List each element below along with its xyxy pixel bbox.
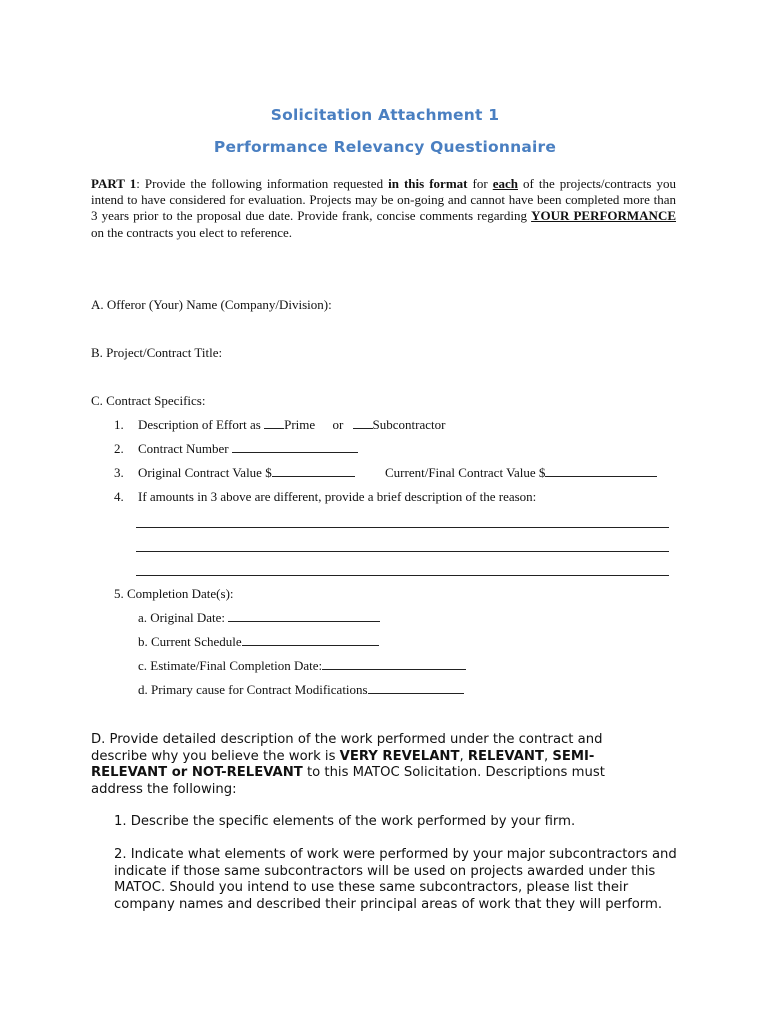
part1-instructions <box>91 176 676 241</box>
part1-your-performance: YOUR PERFORMANCE <box>531 208 677 224</box>
item5-label: 5. Completion Date(s): <box>114 586 234 601</box>
subcontractor-blank[interactable] <box>353 417 373 429</box>
section-d-text-a: D. Provide detailed description of the work performed under the contract and describe why you believe the work is <box>91 732 603 764</box>
section-d-point-2: 2. Indicate what elements of work were performed by your major subcontractors and indicate if those same subcontractors will be used on projects awarded under this MATOC. Should you intend to use these same subcontractors, please list their company names and described their principal areas of work that they will perform. <box>114 847 677 912</box>
semi-not-relevant-label: SEMI-RELEVANT or NOT-RELEVANT <box>91 748 595 781</box>
part1-each: each <box>492 176 518 191</box>
separator: , <box>459 748 468 764</box>
original-value-field[interactable] <box>272 465 355 477</box>
reason-line-3[interactable] <box>136 575 669 576</box>
part1-text-c: of the projects/contracts you intend to have considered for evaluation. Projects may be on-going and cannot have been completed more than 3 years prior to the proposal due date. Provide frank, concise comments regarding <box>91 176 676 224</box>
item4-number: 4. <box>114 489 124 504</box>
item2-row <box>138 441 358 457</box>
completion-date-field[interactable] <box>322 658 466 670</box>
part1-text-b: for <box>467 176 493 191</box>
original-date-field[interactable] <box>228 610 380 622</box>
item5d-label: d. Primary cause for Contract Modifications <box>138 682 368 697</box>
current-value-field[interactable] <box>545 465 657 477</box>
item1-prime: Prime <box>284 417 316 432</box>
current-schedule-field[interactable] <box>242 634 379 646</box>
item1-label: Description of Effort as <box>138 417 261 432</box>
item2-number: 2. <box>114 441 124 456</box>
reason-line-2[interactable] <box>136 551 669 552</box>
item5c-label: c. Estimate/Final Completion Date: <box>138 658 323 673</box>
item5a-label: a. Original Date: <box>138 610 225 625</box>
item1-number: 1. <box>114 417 124 432</box>
section-d-text-b: to this MATOC Solicitation. Descriptions must address the following: <box>91 765 605 797</box>
item2-label: Contract Number <box>138 441 229 456</box>
reason-line-1[interactable] <box>136 527 669 528</box>
section-b-project-title: B. Project/Contract Title: <box>91 345 223 360</box>
item1-or: or <box>332 417 344 432</box>
item5c-row <box>138 658 466 674</box>
item5b-label: b. Current Schedule <box>138 634 242 649</box>
item5d-row <box>138 682 464 698</box>
part1-text-d: on the contracts you elect to reference. <box>91 224 293 240</box>
item1-subcontractor: Subcontractor <box>372 417 446 432</box>
item3-label: Original Contract Value $ <box>138 465 272 480</box>
section-c-heading: C. Contract Specifics: <box>91 393 206 408</box>
item5a-row <box>138 610 380 626</box>
part1-bold-format: in this format <box>388 176 468 191</box>
item1-row <box>138 417 445 433</box>
very-relevant-label: VERY REVELANT <box>339 748 460 764</box>
separator: , <box>543 748 553 764</box>
item3-current-label: Current/Final Contract Value $ <box>385 465 546 480</box>
relevant-label: RELEVANT <box>467 748 544 764</box>
part1-text-a: : Provide the following information requested <box>136 176 389 191</box>
document-title: Solicitation Attachment 1 <box>270 106 500 124</box>
modification-cause-field[interactable] <box>368 682 464 694</box>
section-a-offeror-name: A. Offeror (Your) Name (Company/Division): <box>91 297 332 312</box>
section-d-point-1: 1. Describe the specific elements of the work performed by your firm. <box>114 814 576 829</box>
item3-original-row <box>138 465 355 481</box>
document-subtitle: Performance Relevancy Questionnaire <box>213 138 557 156</box>
contract-number-field[interactable] <box>232 441 358 453</box>
item3-current-row <box>385 465 657 481</box>
part1-label: PART 1 <box>91 176 137 191</box>
section-d-paragraph <box>91 732 651 798</box>
prime-blank[interactable] <box>264 417 284 429</box>
item4-label: If amounts in 3 above are different, provide a brief description of the reason: <box>138 489 537 504</box>
item5b-row <box>138 634 379 650</box>
item3-number: 3. <box>114 465 124 480</box>
